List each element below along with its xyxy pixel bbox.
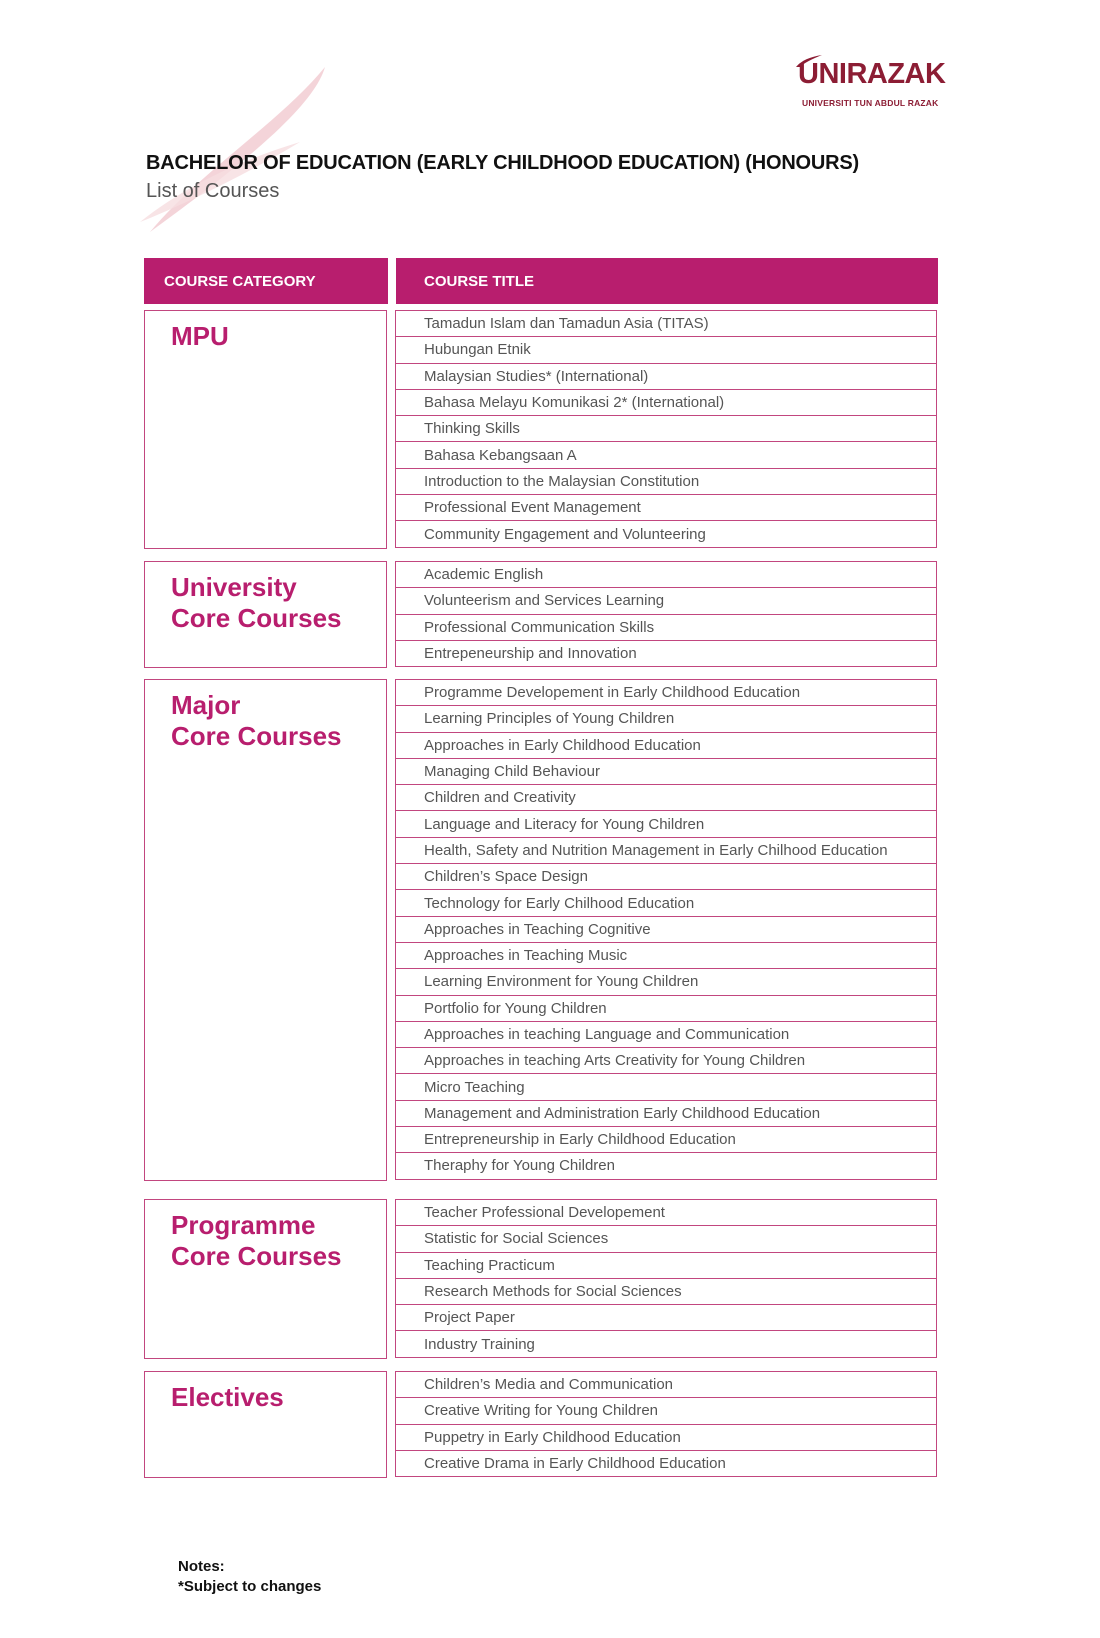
course-row: Creative Drama in Early Childhood Education [395,1450,937,1477]
course-row: Management and Administration Early Childhood Education [395,1100,937,1127]
course-row: Children’s Space Design [395,863,937,890]
category-box [144,679,387,1181]
category-label: Programme Core Courses [171,1210,342,1271]
course-row: Tamadun Islam dan Tamadun Asia (TITAS) [395,310,937,337]
course-row: Project Paper [395,1304,937,1331]
course-row: Entrepreneurship in Early Childhood Education [395,1126,937,1153]
course-row: Theraphy for Young Children [395,1152,937,1179]
category-box [144,1371,387,1478]
course-row: Thinking Skills [395,415,937,442]
page-title: BACHELOR OF EDUCATION (EARLY CHILDHOOD EDUCATION) (HONOURS) [146,152,860,174]
course-row: Approaches in Teaching Music [395,942,937,969]
course-row: Statistic for Social Sciences [395,1225,937,1252]
course-row: Volunteerism and Services Learning [395,587,937,614]
course-row: Industry Training [395,1330,937,1357]
course-row: Approaches in Teaching Cognitive [395,916,937,943]
course-row: Approaches in teaching Arts Creativity for Young Children [395,1047,937,1074]
course-list [395,679,937,1179]
course-row: Learning Environment for Young Children [395,968,937,995]
logo-subtext: UNIVERSITI TUN ABDUL RAZAK [802,98,939,108]
course-row: Bahasa Melayu Komunikasi 2* (International) [395,389,937,416]
course-row: Research Methods for Social Sciences [395,1278,937,1305]
course-row: Micro Teaching [395,1073,937,1100]
header-course-category: COURSE CATEGORY [144,258,388,304]
category-label: University Core Courses [171,572,342,633]
course-row: Programme Developement in Early Childhood Education [395,679,937,706]
course-row: Entrepeneurship and Innovation [395,640,937,667]
course-row: Children’s Media and Communication [395,1371,937,1398]
course-row: Introduction to the Malaysian Constitution [395,468,937,495]
course-row: Professional Communication Skills [395,614,937,641]
logo-wordmark: UNIRAZAK [798,58,946,90]
page-subtitle: List of Courses [146,180,280,202]
course-row: Teaching Practicum [395,1252,937,1279]
course-list [395,1199,937,1357]
course-row: Puppetry in Early Childhood Education [395,1424,937,1451]
notes-label: Notes: [178,1558,225,1575]
course-row: Approaches in Early Childhood Education [395,732,937,759]
course-row: Technology for Early Chilhood Education [395,889,937,916]
unirazak-logo [790,54,946,114]
category-label: MPU [171,321,229,351]
course-row: Creative Writing for Young Children [395,1397,937,1424]
header-course-title: COURSE TITLE [396,258,938,304]
course-row: Academic English [395,561,937,588]
course-row: Portfolio for Young Children [395,995,937,1022]
course-row: Health, Safety and Nutrition Management in Early Chilhood Education [395,837,937,864]
decorative-swoosh [140,62,340,237]
course-list [395,561,937,666]
course-list [395,1371,937,1476]
course-row: Professional Event Management [395,494,937,521]
course-row: Teacher Professional Developement [395,1199,937,1226]
course-row: Managing Child Behaviour [395,758,937,785]
category-label: Major Core Courses [171,690,342,751]
category-box [144,561,387,668]
course-row: Community Engagement and Volunteering [395,520,937,547]
notes [178,1557,321,1597]
course-row: Learning Principles of Young Children [395,705,937,732]
category-box [144,1199,387,1359]
course-list [395,310,937,547]
course-row: Language and Literacy for Young Children [395,810,937,837]
course-row: Approaches in teaching Language and Communication [395,1021,937,1048]
course-row: Hubungan Etnik [395,336,937,363]
notes-text: *Subject to changes [178,1578,322,1595]
course-row: Malaysian Studies* (International) [395,363,937,390]
category-box [144,310,387,549]
course-row: Bahasa Kebangsaan A [395,441,937,468]
course-row: Children and Creativity [395,784,937,811]
category-label: Electives [171,1382,284,1412]
